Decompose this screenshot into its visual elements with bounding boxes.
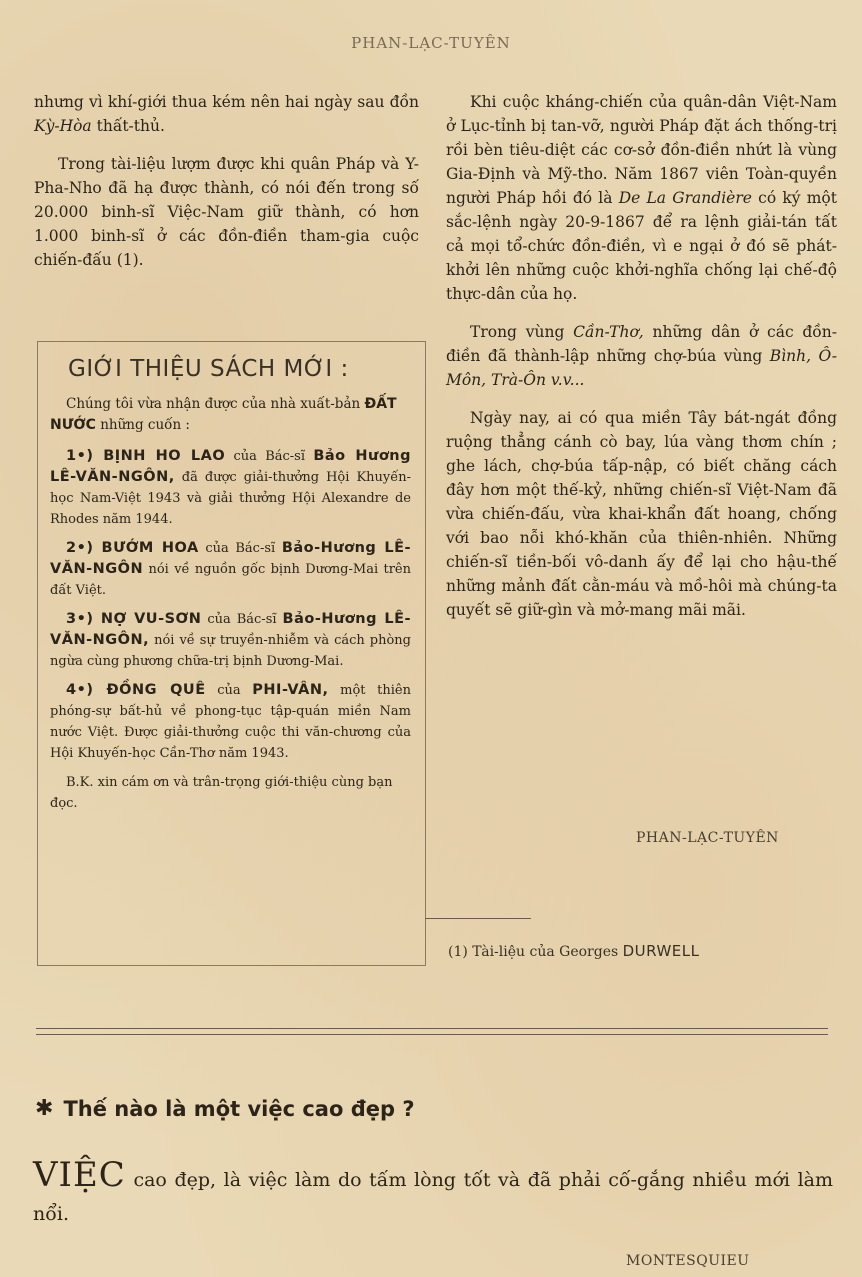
new-books-title: GIỚI THIỆU SÁCH MỚI : — [68, 356, 349, 382]
footnote: (1) Tài-liệu của Georges DURWELL — [448, 942, 700, 960]
book-item-1: 1•) BỊNH HO LAO của Bác-sĩ Bảo Hương LÊ-VĂN-NGÔN, đã được giải-thưởng Hội Khuyến-học Nam-Việt 1943 và giải thưởng Hội Alexandre de Rhodes năm 1944. — [50, 448, 412, 527]
book-item-3: 3•) NỢ VU-SƠN của Bác-sĩ Bảo-Hương LÊ-VĂN-NGÔN, nói về sự truyền-nhiễm và cách phòng ngừa cùng phương chữa-trị bịnh Dương-Mai. — [50, 611, 412, 669]
running-head: PHAN-LẠC-TUYÊN — [351, 34, 511, 52]
right-paragraph-1: Khi cuộc kháng-chiến của quân-dân Việt-Nam ở Lục-tỉnh bị tan-vỡ, người Pháp đặt ách thống-trị rồi bèn tiêu-diệt các cơ-sở đồn-điền nhứt là vùng Gia-Định và Mỹ-tho. Năm 1867 viên Toàn-quyền người Pháp hồi đó là De La Grandière có ký một sắc-lệnh ngày 20-9-1867 để ra lệnh giải-tán tất cả mọi tổ-chức đồn-điền, vì e ngại ở đó sẽ phát-khởi lên những cuộc khởi-nghĩa chống lại chế-độ thực-dân của họ. — [446, 93, 837, 303]
right-column — [446, 90, 837, 622]
new-books-intro: Chúng tôi vừa nhận được của nhà xuất-bản ĐẤT NƯỚC những cuốn : — [50, 396, 397, 433]
left-paragraph-2: Trong tài-liệu lượm được khi quân Pháp và Y-Pha-Nho đã hạ được thành, có nói đến trong số 20.000 binh-sĩ Việc-Nam giữ thành, có hơn 1.000 binh-sĩ ở các đồn-điền tham-gia cuộc chiến-đấu (1). — [34, 155, 419, 269]
footnote-rule — [425, 918, 531, 919]
left-paragraph-1: nhưng vì khí-giới thua kém nên hai ngày sau đồn Kỳ-Hòa thất-thủ. — [34, 93, 419, 135]
article-signature: PHAN-LẠC-TUYÊN — [636, 830, 779, 846]
book-item-2: 2•) BƯỚM HOA của Bác-sĩ Bảo-Hương LÊ-VĂN-NGÔN nói về nguồn gốc bịnh Dương-Mai trên đất Việt. — [50, 540, 412, 598]
right-paragraph-3: Ngày nay, ai có qua miền Tây bát-ngát đồng ruộng thẳng cánh cò bay, lúa vàng thơm chín ; ghe lách, chợ-búa tấp-nập, có biết chăng cách đây hơn một thế-kỷ, những chiến-sĩ Việt-Nam đã vừa chiến-đấu, vừa khai-khẩn đất hoang, chống với bao nỗi khó-khăn của thiên-nhiên. Những chiến-sĩ tiền-bối vô-danh ấy để lại cho hậu-thế những mảnh đất cằn-máu và mồ-hôi mà chúng-ta quyết sẽ giữ-gìn và mở-mang mãi mãi. — [446, 409, 837, 619]
divider-rule — [36, 1034, 828, 1035]
quote-author: MONTESQUIEU — [626, 1253, 750, 1269]
divider-rule — [36, 1028, 828, 1029]
book-item-4: 4•) ĐỒNG QUÊ của PHI-VÂN, một thiên phóng-sự bất-hủ về phong-tục tập-quán miền Nam nước Việt. Được giải-thưởng cuộc thi văn-chương của Hội Khuyến-học Cần-Thơ năm 1943. — [50, 682, 411, 761]
right-paragraph-2: Trong vùng Cần-Thơ, những dân ở các đồn-điền đã thành-lập những chợ-búa vùng Bình, Ô-Môn, Trà-Ôn v.v... — [446, 323, 837, 389]
quote-heading: ✱ Thế nào là một việc cao đẹp ? — [35, 1096, 415, 1121]
quote-dropcap: VIỆC — [33, 1155, 126, 1195]
new-books-box — [37, 341, 426, 966]
new-books-thanks: B.K. xin cám ơn và trân-trọng giới-thiệu cùng bạn đọc. — [50, 775, 393, 811]
star-icon: ✱ — [35, 1096, 54, 1121]
quote-body: VIỆC cao đẹp, là việc làm do tấm lòng tốt và đã phải cố-gắng nhiều mới làm nổi. — [33, 1155, 833, 1225]
left-column — [34, 90, 419, 272]
